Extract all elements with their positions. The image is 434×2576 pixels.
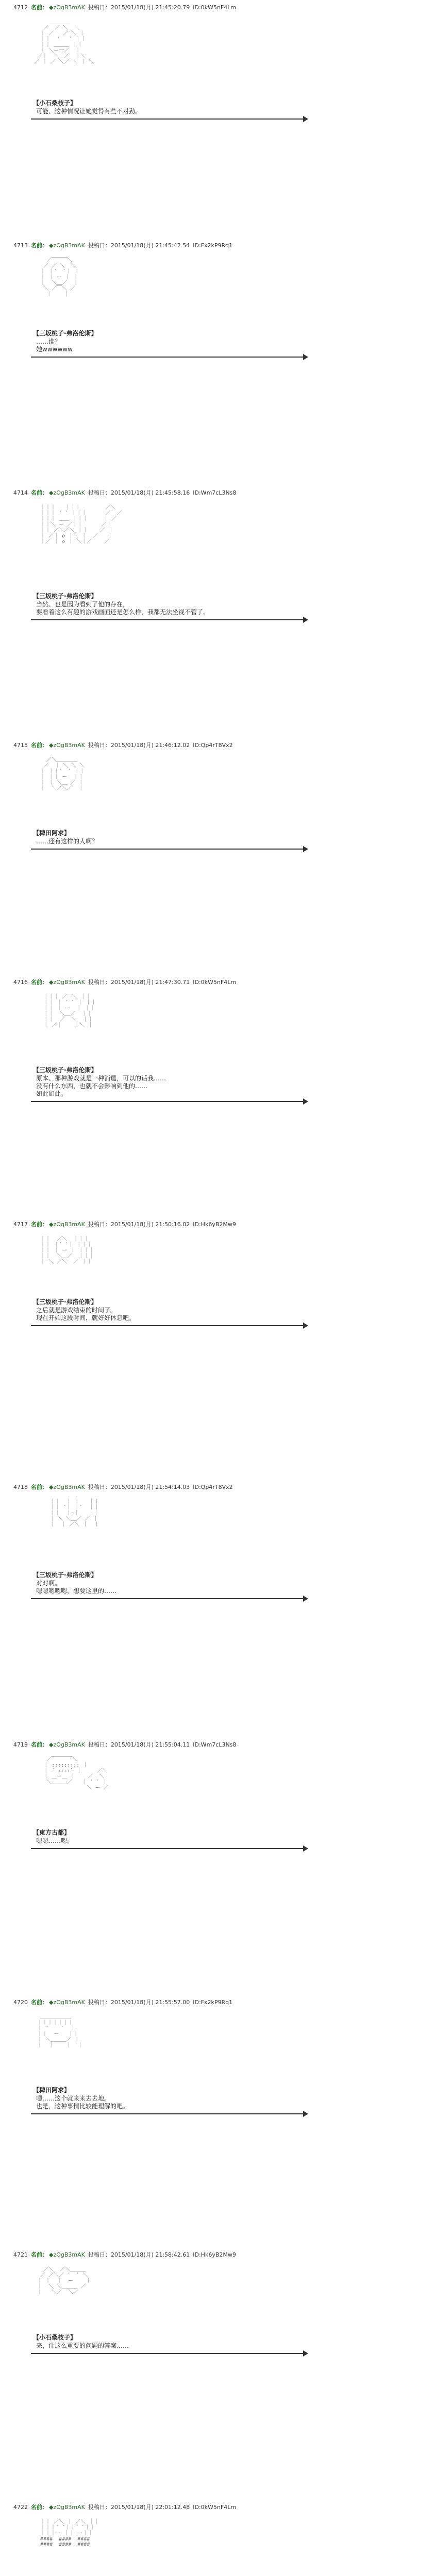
post-divider <box>31 1101 304 1102</box>
post-divider <box>31 1848 304 1849</box>
post-author: ◆zOgB3mAK <box>49 2504 85 2511</box>
ascii-art: ／＼ ／＼＿＿＿ ／ ／＼／ ´ ` ＼ ｜ ｜ ｜ ー ｜ ｜ ＼ ＼＿＿＿ ／ ｜ ＼／ ＼／ <box>37 2267 91 2295</box>
post-divider <box>31 2113 304 2114</box>
post-date: 投稿日：2015/01/18(月) 21:58:42.61 <box>88 2251 190 2258</box>
post-date: 投稿日：2015/01/18(月) 22:01:12.48 <box>88 2504 190 2511</box>
post-number[interactable]: 4720 <box>13 1999 28 2006</box>
speaker-name: 【三坂桃子·弗洛伦斯】 <box>33 1571 97 1579</box>
post-header <box>13 4 236 11</box>
dialogue-line: 也是，这种事情比较能理解的吧。 <box>36 2103 129 2110</box>
divider-arrow-icon <box>303 116 308 122</box>
dialogue-line: ……谁？ <box>36 338 61 345</box>
dialogue-line: 现在开始这段时间，就好好休息吧。 <box>36 1314 136 1321</box>
post-author: ◆zOgB3mAK <box>49 489 85 496</box>
post-date: 投稿日：2015/01/18(月) 21:55:57.00 <box>88 1999 190 2006</box>
dialogue-line: 对对啊。 <box>36 1580 61 1587</box>
post-header <box>13 489 236 497</box>
post-number[interactable]: 4716 <box>13 979 28 986</box>
post-divider <box>31 849 304 850</box>
speaker-name: 【三坂桃子·弗洛伦斯】 <box>33 1298 97 1306</box>
post-divider <box>31 118 304 120</box>
post-name-label: 名前： <box>31 242 48 249</box>
post-divider <box>31 2353 304 2354</box>
post-author: ◆zOgB3mAK <box>49 4 85 11</box>
post-uid[interactable]: ID:Hk6yB2Mw9 <box>193 2251 236 2258</box>
ascii-art: ＿＿＿＿＿＿ ｜｜｜｜｜｜｜ ｜ ´ ` ｜ ｜｜ ー ｜｜ ｜ ＼＿＿＿／ ｜ ｜ ｜ ｜ ｜ <box>37 2014 83 2048</box>
post-number[interactable]: 4715 <box>13 742 28 749</box>
post-number[interactable]: 4722 <box>13 2504 28 2511</box>
post-divider <box>31 1598 304 1599</box>
post-uid[interactable]: ID:Qp4rT8Vx2 <box>193 1484 233 1490</box>
post-date: 投稿日：2015/01/18(月) 21:47:30.71 <box>88 979 190 986</box>
post-header <box>13 2504 236 2511</box>
post-header <box>13 742 233 749</box>
post-name-label: 名前： <box>31 1221 48 1228</box>
post-number[interactable]: 4712 <box>13 4 28 11</box>
speaker-name: 【東方古都】 <box>33 1829 71 1836</box>
ascii-art: ｜｜｜ ｜｜｜ ／＼ ｜｜｜ ´ ` ｜｜｜ ／ ／ ｜｜｜ ＿＿ ｜｜｜ ｜ ／ ｜｜＼ ー ／｜｜ ／｜ ｜｜ ／＼／＼ ｜｜ ／ ｜ ｜ ／｜ ◇ ｜＼ ｜ ／ ｜ ｜／ ｜ ◇ ｜ ＼｜／ ／ <box>40 505 122 545</box>
dialogue-line: ……还有这样的人啊？ <box>36 838 98 845</box>
post-uid[interactable]: ID:Wm7cL3Ns8 <box>193 489 237 496</box>
post-header <box>13 1741 236 1749</box>
divider-arrow-icon <box>303 354 308 360</box>
post-name-label: 名前： <box>31 979 48 986</box>
post-date: 投稿日：2015/01/18(月) 21:45:42.54 <box>88 242 190 249</box>
post-number[interactable]: 4717 <box>13 1221 28 1228</box>
ascii-art: ｜｜｜ ／￣＼ ｜｜ ｜｜ ｜ ´ ` ｜ ｜｜ ｜｜ ｜ ー ｜ ｜｜ ｜｜ ＼＿／ ｜｜ ｜｜ ／ ＼ ｜｜ ｜ ／｜ ｜＼ ｜ <box>43 994 96 1028</box>
speaker-name: 【稗田阿求】 <box>33 2087 71 2094</box>
ascii-art: ／＼＿＿＿＿ ／ ｜ ＼ ＼ ＼ ｜ ｜｜´ ` ｜｜ ｜ ｜｜ ー ｜｜ ｜ ｜ ＼＿ ／ ｜ ｜ ＼／＼／ ｜ <box>40 757 85 791</box>
post-name-label: 名前： <box>31 1484 48 1490</box>
ascii-art: ｜｜ ｜ ｜ ｜｜ ｜｜ ´｜ ｜` ｜｜ ｜｜ ｜ｰ｜ ｜｜ ｜ ＼ ＼＿／ ／ ｜ ｜ ｜ ／＼ ｜ ｜ <box>49 1499 99 1528</box>
post-name-label: 名前： <box>31 4 48 11</box>
post-header <box>13 242 232 249</box>
post-header <box>13 1484 233 1491</box>
dialogue-line: 要看着这么有趣的游戏画面还是怎么样，我都无法坐视不管了。 <box>36 608 210 616</box>
speaker-name: 【三坂桃子·弗洛伦斯】 <box>33 592 97 600</box>
divider-arrow-icon <box>303 1323 308 1329</box>
divider-arrow-icon <box>303 1098 308 1105</box>
post-header <box>13 2251 236 2259</box>
post-name-label: 名前： <box>31 742 48 749</box>
dialogue-line: 没有什么东西，也就不会影响到他的…… <box>36 1082 148 1090</box>
post-author: ◆zOgB3mAK <box>49 1484 85 1490</box>
speaker-name: 【三坂桃子·弗洛伦斯】 <box>33 330 97 337</box>
post-header <box>13 979 236 986</box>
post-number[interactable]: 4714 <box>13 489 28 496</box>
post-date: 投稿日：2015/01/18(月) 21:50:16.02 <box>88 1221 190 1228</box>
post-uid[interactable]: ID:0kW5nF4Lm <box>193 979 237 986</box>
post-number[interactable]: 4713 <box>13 242 28 249</box>
post-uid[interactable]: ID:Fx2kP9Rq1 <box>193 242 233 249</box>
post-divider <box>31 357 304 358</box>
speaker-name: 【三坂桃子·弗洛伦斯】 <box>33 1066 97 1074</box>
speaker-name: 【小石桑枝子】 <box>33 2334 77 2341</box>
post-uid[interactable]: ID:0kW5nF4Lm <box>193 4 237 11</box>
dialogue-line: 嗯嗯嗯嗯嗯，想要这里的…… <box>36 1587 117 1595</box>
post-date: 投稿日：2015/01/18(月) 21:54:14.03 <box>88 1484 190 1490</box>
post-number[interactable]: 4721 <box>13 2251 28 2258</box>
ascii-art: ｜｜ ／＼ ｜ ／＼ ｜｜ ｜｜｜´ `｜｜´ `｜｜ ｜｜｜ー ｜｜ ー｜｜ #### #### #### #### #### #### <box>40 2519 99 2548</box>
dialogue-line: 可能、这种情况让她觉得有些不对劲。 <box>36 108 142 115</box>
dialogue-line: 原本、那种游戏就是一种消遣，可以的话我…… <box>36 1075 166 1082</box>
post-divider <box>31 1325 304 1326</box>
post-name-label: 名前： <box>31 1741 48 1748</box>
post-name-label: 名前： <box>31 2251 48 2258</box>
post-uid[interactable]: ID:Qp4rT8Vx2 <box>193 742 233 749</box>
divider-arrow-icon <box>303 2350 308 2357</box>
post-date: 投稿日：2015/01/18(月) 21:55:04.11 <box>88 1741 190 1748</box>
post-name-label: 名前： <box>31 489 48 496</box>
divider-arrow-icon <box>303 1596 308 1602</box>
divider-arrow-icon <box>303 2111 308 2117</box>
post-uid[interactable]: ID:Fx2kP9Rq1 <box>193 1999 233 2006</box>
dialogue-line: 当然、也是因为看到了他的存在， <box>36 601 129 608</box>
divider-arrow-icon <box>303 1845 308 1852</box>
dialogue-line: 嗯嗯……嗯。 <box>36 1837 74 1844</box>
post-number[interactable]: 4719 <box>13 1741 28 1748</box>
post-author: ◆zOgB3mAK <box>49 2251 85 2258</box>
dialogue-line: 之后就是游戏结束的时间了。 <box>36 1307 117 1314</box>
post-uid[interactable]: ID:Hk6yB2Mw9 <box>193 1221 236 1228</box>
post-divider <box>31 619 304 620</box>
dialogue-line: 来，让这么重要的问题的答案…… <box>36 2342 129 2349</box>
divider-arrow-icon <box>303 846 308 852</box>
dialogue-line: 如此如此。 <box>36 1090 68 1097</box>
post-author: ◆zOgB3mAK <box>49 242 85 249</box>
post-date: 投稿日：2015/01/18(月) 21:45:58.16 <box>88 489 190 496</box>
post-date: 投稿日：2015/01/18(月) 21:46:12.02 <box>88 742 190 749</box>
post-author: ◆zOgB3mAK <box>49 1741 85 1748</box>
post-name-label: 名前： <box>31 2504 48 2511</box>
post-header <box>13 1999 232 2006</box>
ascii-art: ｜｜ ／＼ ｜｜｜ ｜｜ ｜´ `｜ ｜｜｜ ｜｜ ｜ ー ｜ ｜｜｜ ｜｜ ＼＿／ ｜｜｜ ｜ ＼ ／＼ ／ ｜｜ <box>40 1236 94 1265</box>
post-uid[interactable]: ID:Wm7cL3Ns8 <box>193 1741 237 1748</box>
divider-arrow-icon <box>303 617 308 623</box>
post-number[interactable]: 4718 <box>13 1484 28 1490</box>
post-name-label: 名前： <box>31 1999 48 2006</box>
post-uid[interactable]: ID:0kW5nF4Lm <box>193 2504 237 2511</box>
speaker-name: 【稗田阿求】 <box>33 829 71 837</box>
post-author: ◆zOgB3mAK <box>49 1999 85 2006</box>
ascii-art: ／￣￣￣￣＼ ｜ ::::::::: ｜ ｜ ´ ::::` ｜ ／＼ ｜ ＿ー＿ ｜ ／ ＼ ＼＿＿＿／ ｜ ´ ` ｜ ＼ ー ／ <box>43 1757 109 1791</box>
post-date: 投稿日：2015/01/18(月) 21:45:20.79 <box>88 4 190 11</box>
dialogue-line: 嗯……这个就来来去去地。 <box>36 2095 111 2102</box>
post-author: ◆zOgB3mAK <box>49 979 85 986</box>
post-header <box>13 1221 236 1228</box>
post-author: ◆zOgB3mAK <box>49 1221 85 1228</box>
dialogue-line: 她wwwwww <box>36 346 73 353</box>
post-author: ◆zOgB3mAK <box>49 742 85 749</box>
ascii-art: ／￣￣￣＼ ／ ／ ＼ ＼ ｜ ｜´ `｜ ｜ ｜ ｜ ー ｜ ｜ ｜ ＼＿／ ｜ ＼ ／￣＼ ／ ｜ ｜ <box>40 258 80 297</box>
ascii-art: ＿＿＿＿ ／ ／ ＼ ＼ ｜ ／ ／ ＼ ｜ ｜｜ ´ ` ｜｜ ｜｜ ＿＿＿ ｜｜ ｜ ＼ー一／ ｜ ／｜ ＼＿／ ｜＼ ／ ｜ ／ ＼／ ＼ ｜ ＼ <box>34 20 94 65</box>
speaker-name: 【小石桑枝子】 <box>33 99 77 107</box>
